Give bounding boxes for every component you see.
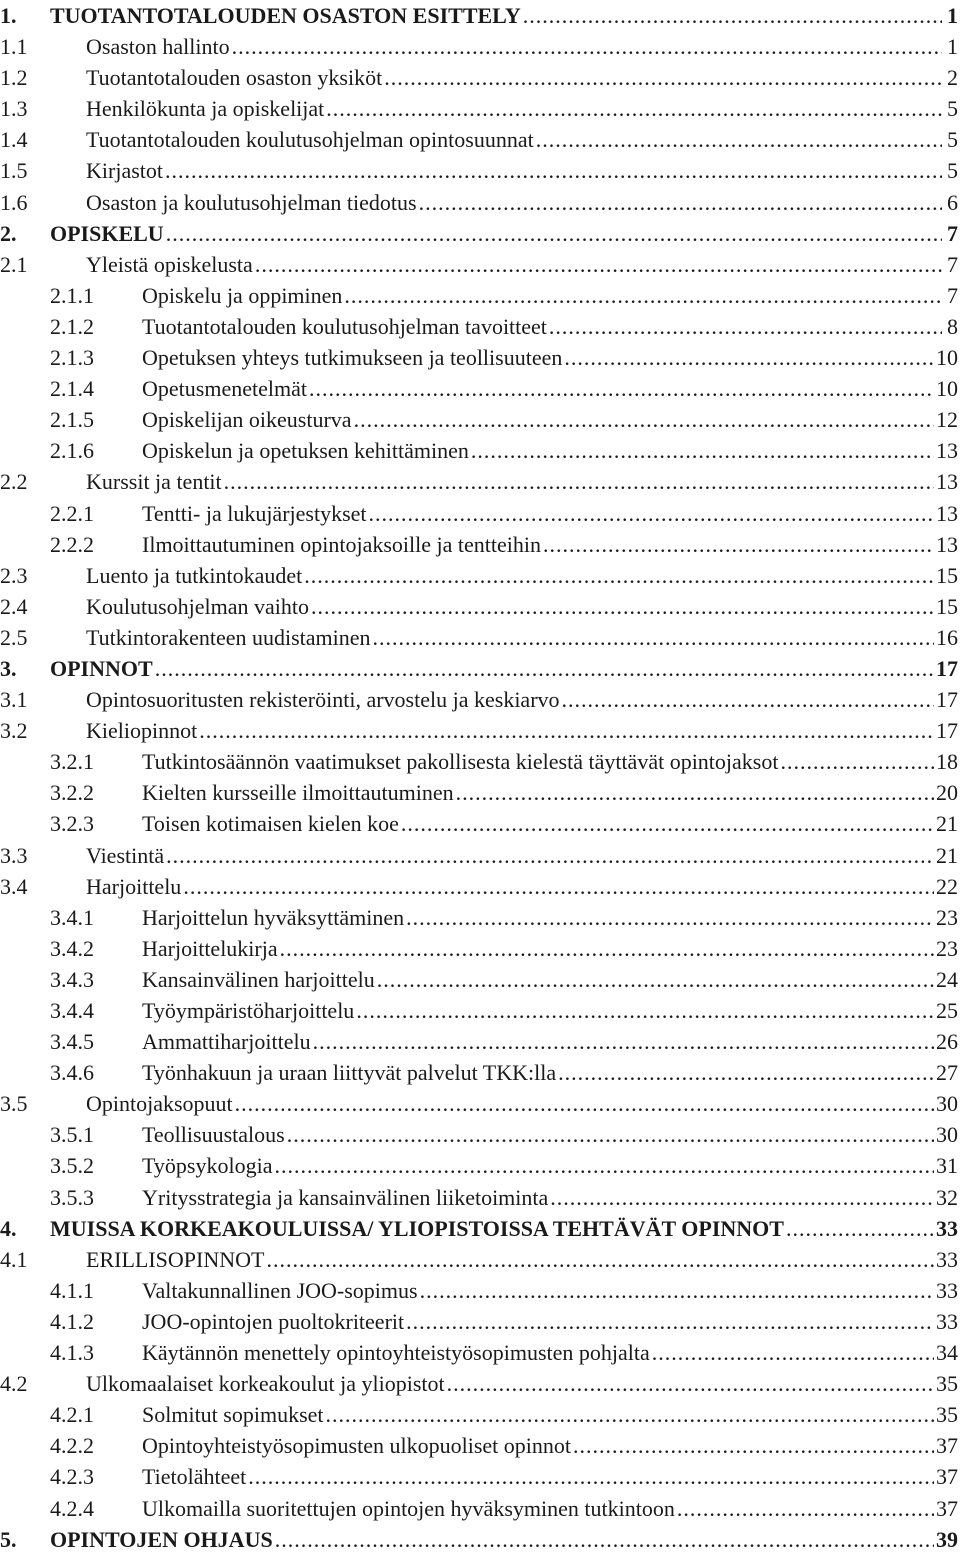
toc-entry-page: 13	[936, 438, 958, 464]
toc-entry-title: Toisen kotimaisen kielen koe	[142, 811, 399, 837]
toc-dot-leader	[536, 124, 942, 155]
toc-entry-page: 1	[947, 34, 958, 60]
toc-entry[interactable]	[0, 871, 960, 902]
toc-entry-title: Tutkintorakenteen uudistaminen	[86, 624, 371, 650]
toc-entry-page: 13	[936, 500, 958, 526]
toc-dot-leader	[373, 622, 934, 653]
toc-entry[interactable]	[0, 1119, 960, 1150]
toc-entry[interactable]	[0, 1275, 960, 1306]
toc-dot-leader	[224, 466, 934, 497]
toc-entry-page: 12	[936, 407, 958, 433]
toc-entry-page: 33	[936, 1277, 958, 1303]
toc-entry-number: 4.1.1	[50, 1277, 94, 1303]
toc-entry[interactable]	[0, 124, 960, 155]
toc-dot-leader	[165, 155, 942, 186]
toc-entry[interactable]	[0, 373, 960, 404]
toc-dot-leader	[199, 715, 934, 746]
toc-dot-leader	[344, 280, 942, 311]
toc-dot-leader	[183, 871, 934, 902]
toc-dot-leader	[401, 808, 934, 839]
toc-entry-title: Opetusmenetelmät	[142, 376, 307, 402]
toc-entry-title: Teollisuustalous	[142, 1122, 285, 1148]
toc-entry[interactable]	[0, 933, 960, 964]
toc-entry-page: 20	[936, 780, 958, 806]
toc-entry[interactable]	[0, 1430, 960, 1461]
toc-entry[interactable]	[0, 653, 960, 684]
toc-dot-leader	[447, 1368, 934, 1399]
toc-entry[interactable]	[0, 1524, 960, 1555]
toc-entry-page: 35	[936, 1402, 958, 1428]
toc-entry-number: 3.4.3	[50, 966, 94, 992]
toc-dot-leader	[377, 964, 934, 995]
toc-entry-number: 3.4.1	[50, 904, 94, 930]
toc-entry[interactable]	[0, 0, 960, 31]
toc-entry-page: 21	[936, 811, 958, 837]
toc-entry-title: Harjoittelu	[86, 873, 182, 899]
toc-entry-number: 2.2.1	[50, 500, 94, 526]
toc-entry-page: 23	[936, 935, 958, 961]
toc-entry-title: Osaston ja koulutusohjelman tiedotus	[86, 189, 417, 215]
toc-entry-page: 32	[936, 1184, 958, 1210]
toc-entry-title: Kurssit ja tentit	[86, 469, 222, 495]
toc-dot-leader	[274, 1150, 934, 1181]
toc-entry[interactable]	[0, 1088, 960, 1119]
toc-entry-number: 2.4	[0, 593, 28, 619]
toc-entry-title: Käytännön menettely opintoyhteistyösopimusten pohjalta	[142, 1340, 650, 1366]
toc-entry-number: 4.1.3	[50, 1340, 94, 1366]
toc-entry-number: 3.4	[0, 873, 28, 899]
toc-dot-leader	[550, 1182, 934, 1213]
toc-entry-page: 39	[936, 1526, 958, 1552]
toc-entry-page: 33	[936, 1215, 958, 1241]
toc-entry-page: 17	[936, 687, 958, 713]
toc-entry-title: Viestintä	[86, 842, 165, 868]
toc-entry-title: Koulutusohjelman vaihto	[86, 593, 310, 619]
toc-entry-number: 1.2	[0, 65, 28, 91]
toc-entry-number: 1.4	[0, 127, 28, 153]
toc-entry-number: 2.2	[0, 469, 28, 495]
toc-entry-title: Työnhakuun ja uraan liittyvät palvelut TKK:lla	[142, 1060, 557, 1086]
toc-entry-title: Opiskelun ja opetuksen kehittäminen	[142, 438, 469, 464]
toc-entry-number: 3.4.2	[50, 935, 94, 961]
toc-entry[interactable]	[0, 155, 960, 186]
toc-entry-title: Ulkomaalaiset korkeakoulut ja yliopistot	[86, 1371, 445, 1397]
toc-entry-title: Yritysstrategia ja kansainvälinen liiketoiminta	[142, 1184, 549, 1210]
toc-entry-number: 3.	[0, 655, 17, 681]
toc-entry[interactable]	[0, 187, 960, 218]
toc-entry-title: Tietolähteet	[142, 1464, 247, 1490]
toc-entry-title: Valtakunnallinen JOO-sopimus	[142, 1277, 418, 1303]
toc-dot-leader	[326, 93, 942, 124]
toc-dot-leader	[456, 777, 934, 808]
toc-entry-page: 37	[936, 1433, 958, 1459]
toc-entry-number: 2.1.6	[50, 438, 94, 464]
toc-entry-page: 24	[936, 966, 958, 992]
toc-entry-number: 4.2.1	[50, 1402, 94, 1428]
toc-entry-title: Tuotantotalouden koulutusohjelman opintosuunnat	[86, 127, 534, 153]
toc-entry-page: 5	[947, 127, 958, 153]
toc-entry-title: Yleistä opiskelusta	[86, 251, 253, 277]
toc-entry-number: 1.	[0, 3, 17, 28]
toc-entry[interactable]	[0, 1213, 960, 1244]
toc-dot-leader	[326, 1399, 934, 1430]
toc-entry-number: 2.1.5	[50, 407, 94, 433]
toc-entry-title: OPINNOT	[50, 655, 153, 681]
toc-entry-number: 5.	[0, 1526, 17, 1552]
toc-dot-leader	[309, 373, 934, 404]
toc-entry[interactable]	[0, 62, 960, 93]
toc-entry[interactable]	[0, 1461, 960, 1492]
toc-entry[interactable]	[0, 560, 960, 591]
toc-entry-page: 34	[936, 1340, 958, 1366]
toc-entry-title: Osaston hallinto	[86, 34, 230, 60]
toc-entry[interactable]	[0, 31, 960, 62]
toc-entry-number: 3.5.2	[50, 1153, 94, 1179]
toc-entry-page: 1	[947, 3, 958, 28]
toc-entry-title: Solmitut sopimukset	[142, 1402, 324, 1428]
toc-entry-number: 3.4.5	[50, 1029, 94, 1055]
toc-entry-title: JOO-opintojen puoltokriteerit	[142, 1308, 405, 1334]
toc-entry-title: Työpsykologia	[142, 1153, 273, 1179]
toc-entry-page: 10	[936, 345, 958, 371]
toc-entry-number: 3.5.3	[50, 1184, 94, 1210]
toc-entry[interactable]	[0, 684, 960, 715]
toc-entry-page: 26	[936, 1029, 958, 1055]
toc-entry-page: 17	[936, 718, 958, 744]
toc-entry-title: TUOTANTOTALOUDEN OSASTON ESITTELY	[50, 3, 521, 28]
toc-entry[interactable]	[0, 808, 960, 839]
toc-entry-number: 3.2.1	[50, 749, 94, 775]
toc-entry-title: Tutkintosäännön vaatimukset pakollisesta kielestä täyttävät opintojaksot	[142, 749, 779, 775]
toc-entry[interactable]	[0, 840, 960, 871]
toc-entry-number: 3.1	[0, 687, 28, 713]
toc-entry[interactable]	[0, 404, 960, 435]
toc-entry[interactable]	[0, 1493, 960, 1524]
toc-dot-leader	[543, 529, 934, 560]
toc-entry-page: 17	[936, 655, 958, 681]
toc-entry-title: OPISKELU	[50, 220, 164, 246]
toc-entry-page: 7	[947, 220, 958, 246]
toc-entry-title: Henkilökunta ja opiskelijat	[86, 96, 325, 122]
toc-entry-number: 4.2	[0, 1371, 28, 1397]
toc-dot-leader	[166, 840, 934, 871]
toc-entry[interactable]	[0, 435, 960, 466]
toc-entry-page: 23	[936, 904, 958, 930]
toc-dot-leader	[652, 1337, 934, 1368]
toc-entry-title: Kieliopinnot	[86, 718, 198, 744]
toc-entry-title: Opiskelu ja oppiminen	[142, 282, 343, 308]
toc-dot-leader	[562, 684, 934, 715]
toc-entry-title: Harjoittelun hyväksyttäminen	[142, 904, 405, 930]
toc-entry[interactable]	[0, 1368, 960, 1399]
toc-entry[interactable]	[0, 280, 960, 311]
toc-entry[interactable]	[0, 1057, 960, 1088]
toc-entry-title: Opintosuoritusten rekisteröinti, arvostelu ja keskiarvo	[86, 687, 560, 713]
toc-entry-number: 2.1.2	[50, 313, 94, 339]
toc-entry-title: Tuotantotalouden osaston yksiköt	[86, 65, 383, 91]
toc-entry[interactable]	[0, 746, 960, 777]
toc-dot-leader	[232, 31, 942, 62]
toc-entry-number: 4.2.2	[50, 1433, 94, 1459]
toc-entry[interactable]	[0, 902, 960, 933]
toc-entry-number: 3.5.1	[50, 1122, 94, 1148]
toc-entry-title: Kirjastot	[86, 158, 163, 184]
toc-entry-number: 2.2.2	[50, 531, 94, 557]
toc-dot-leader	[354, 404, 934, 435]
toc-entry-page: 37	[936, 1495, 958, 1521]
toc-entry-page: 33	[936, 1246, 958, 1272]
toc-dot-leader	[780, 746, 934, 777]
toc-entry-title: Opetuksen yhteys tutkimukseen ja teollisuuteen	[142, 345, 563, 371]
toc-entry-page: 25	[936, 998, 958, 1023]
toc-dot-leader	[248, 1461, 934, 1492]
toc-entry-number: 1.6	[0, 189, 28, 215]
toc-entry[interactable]	[0, 591, 960, 622]
toc-entry-number: 3.3	[0, 842, 28, 868]
toc-entry-number: 4.1	[0, 1246, 28, 1272]
toc-entry-page: 27	[936, 1060, 958, 1086]
toc-entry-title: Tentti- ja lukujärjestykset	[142, 500, 367, 526]
toc-entry-number: 2.3	[0, 562, 28, 588]
toc-entry-page: 5	[947, 158, 958, 184]
toc-dot-leader	[384, 62, 942, 93]
toc-entry-number: 1.3	[0, 96, 28, 122]
toc-dot-leader	[356, 995, 934, 1026]
toc-entry-number: 1.1	[0, 34, 28, 60]
toc-dot-leader	[155, 653, 934, 684]
toc-entry-title: Kielten kursseille ilmoittautuminen	[142, 780, 454, 806]
toc-entry-number: 2.	[0, 220, 17, 246]
toc-entry-page: 15	[936, 593, 958, 619]
toc-entry-page: 30	[936, 1091, 958, 1117]
toc-entry-number: 3.2.2	[50, 780, 94, 806]
toc-entry-title: Opintoyhteistyösopimusten ulkopuoliset opinnot	[142, 1433, 571, 1459]
toc-entry[interactable]	[0, 995, 960, 1026]
toc-entry-number: 1.5	[0, 158, 28, 184]
toc-entry[interactable]	[0, 342, 960, 373]
toc-entry-page: 2	[947, 65, 958, 91]
toc-entry[interactable]	[0, 1337, 960, 1368]
toc-entry-title: ERILLISOPINNOT	[86, 1246, 265, 1272]
toc-dot-leader	[275, 1524, 934, 1555]
toc-entry-title: MUISSA KORKEAKOULUISSA/ YLIOPISTOISSA TEHTÄVÄT OPINNOT	[50, 1215, 784, 1241]
toc-entry-page: 16	[936, 624, 958, 650]
toc-entry[interactable]	[0, 1150, 960, 1181]
toc-entry-page: 5	[947, 96, 958, 122]
toc-dot-leader	[558, 1057, 934, 1088]
toc-dot-leader	[266, 1244, 934, 1275]
toc-entry-page: 8	[947, 313, 958, 339]
toc-entry-title: Ilmoittautuminen opintojaksoille ja tentteihin	[142, 531, 541, 557]
toc-entry-page: 21	[936, 842, 958, 868]
toc-dot-leader	[235, 1088, 934, 1119]
toc-entry-number: 3.5	[0, 1091, 28, 1117]
toc-entry[interactable]	[0, 1306, 960, 1337]
toc-dot-leader	[280, 933, 934, 964]
toc-entry-page: 33	[936, 1308, 958, 1334]
toc-dot-leader	[419, 187, 942, 218]
toc-entry-number: 2.1.1	[50, 282, 94, 308]
toc-entry[interactable]	[0, 498, 960, 529]
toc-entry[interactable]	[0, 715, 960, 746]
toc-entry-number: 4.2.3	[50, 1464, 94, 1490]
toc-dot-leader	[304, 560, 934, 591]
toc-dot-leader	[573, 1430, 934, 1461]
toc-entry-title: Opintojaksopuut	[86, 1091, 233, 1117]
toc-entry-number: 3.4.4	[50, 998, 94, 1023]
toc-entry-number: 2.1.4	[50, 376, 94, 402]
toc-entry-number: 4.1.2	[50, 1308, 94, 1334]
toc-entry-title: Työympäristöharjoittelu	[142, 998, 355, 1023]
toc-entry-title: Ammattiharjoittelu	[142, 1029, 311, 1055]
toc-entry-page: 13	[936, 469, 958, 495]
toc-entry-title: Kansainvälinen harjoittelu	[142, 966, 375, 992]
toc-dot-leader	[287, 1119, 934, 1150]
toc-dot-leader	[311, 591, 934, 622]
toc-entry-page: 7	[947, 251, 958, 277]
toc-entry[interactable]	[0, 529, 960, 560]
toc-entry[interactable]	[0, 1244, 960, 1275]
toc-entry-page: 22	[936, 873, 958, 899]
toc-entry-title: Opiskelijan oikeusturva	[142, 407, 352, 433]
toc-entry-number: 3.2.3	[50, 811, 94, 837]
toc-entry-page: 10	[936, 376, 958, 402]
toc-entry-number: 2.1.3	[50, 345, 94, 371]
toc-entry-title: Ulkomailla suoritettujen opintojen hyväksyminen tutkintoon	[142, 1495, 675, 1521]
toc-entry-number: 4.	[0, 1215, 17, 1241]
toc-entry[interactable]	[0, 1399, 960, 1430]
toc-dot-leader	[406, 902, 934, 933]
toc-dot-leader	[549, 311, 942, 342]
toc-dot-leader	[523, 0, 942, 31]
toc-entry-page: 18	[936, 749, 958, 775]
toc-entry-page: 37	[936, 1464, 958, 1490]
toc-entry[interactable]	[0, 1026, 960, 1057]
toc-dot-leader	[677, 1493, 934, 1524]
toc-entry-page: 30	[936, 1122, 958, 1148]
toc-entry-page: 15	[936, 562, 958, 588]
toc-entry[interactable]	[0, 1182, 960, 1213]
toc-entry-number: 2.1	[0, 251, 28, 277]
toc-entry-number: 3.2	[0, 718, 28, 744]
toc-dot-leader	[369, 498, 934, 529]
toc-entry[interactable]	[0, 964, 960, 995]
toc-entry-page: 6	[947, 189, 958, 215]
toc-entry[interactable]	[0, 466, 960, 497]
toc-dot-leader	[313, 1026, 934, 1057]
toc-entry-page: 7	[947, 282, 958, 308]
toc-entry-page: 31	[936, 1153, 958, 1179]
toc-entry[interactable]	[0, 249, 960, 280]
toc-entry-title: Luento ja tutkintokaudet	[86, 562, 303, 588]
toc-entry[interactable]	[0, 93, 960, 124]
toc-entry-number: 2.5	[0, 624, 28, 650]
toc-entry-title: Tuotantotalouden koulutusohjelman tavoitteet	[142, 313, 547, 339]
toc-dot-leader	[786, 1213, 934, 1244]
toc-dot-leader	[564, 342, 934, 373]
toc-entry-page: 13	[936, 531, 958, 557]
toc-entry-number: 4.2.4	[50, 1495, 94, 1521]
toc-entry[interactable]	[0, 777, 960, 808]
toc-dot-leader	[166, 218, 942, 249]
toc-entry[interactable]	[0, 622, 960, 653]
toc-entry-title: OPINTOJEN OHJAUS	[50, 1526, 273, 1552]
toc-dot-leader	[420, 1275, 934, 1306]
toc-dot-leader	[406, 1306, 934, 1337]
toc-entry[interactable]	[0, 311, 960, 342]
toc-dot-leader	[471, 435, 934, 466]
toc-dot-leader	[255, 249, 942, 280]
toc-entry-title: Harjoittelukirja	[142, 935, 278, 961]
toc-entry-number: 3.4.6	[50, 1060, 94, 1086]
toc-entry[interactable]	[0, 218, 960, 249]
toc-entry-page: 35	[936, 1371, 958, 1397]
